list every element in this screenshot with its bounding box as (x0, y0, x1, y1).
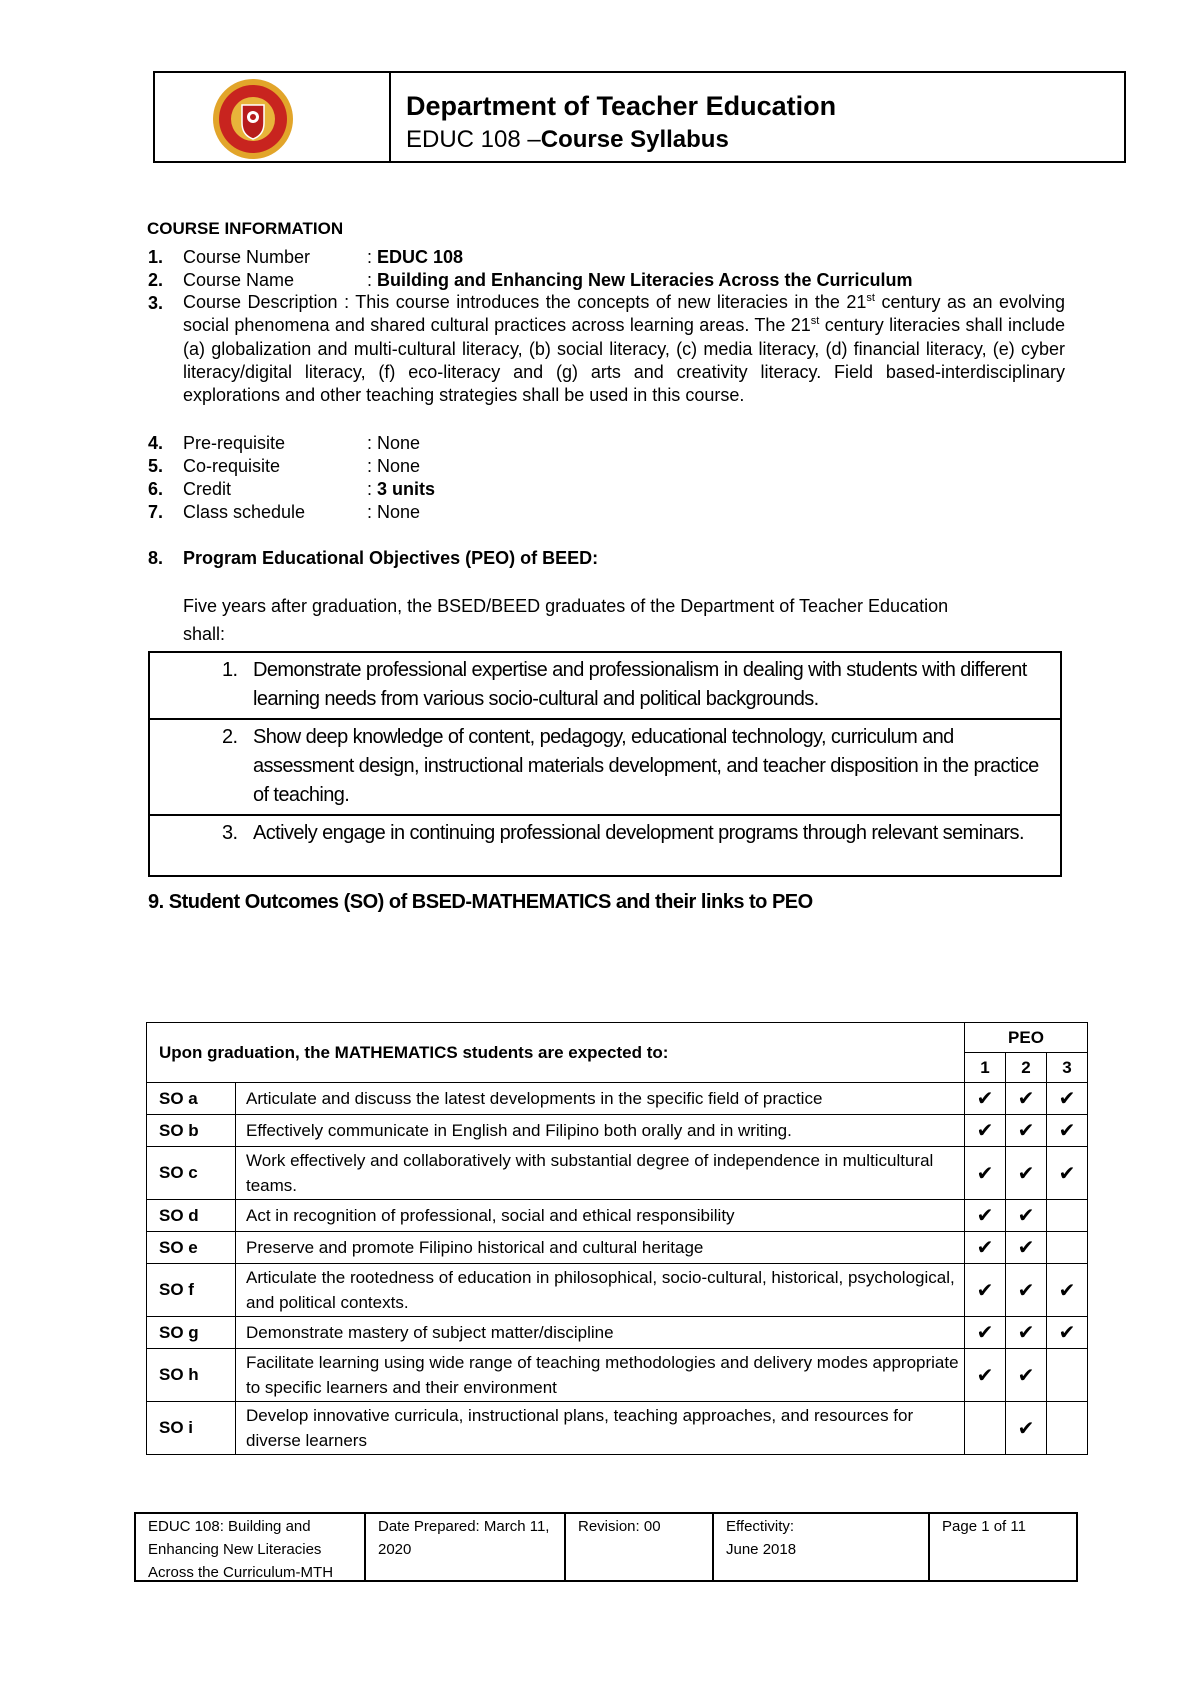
peo-check-cell (1006, 1147, 1047, 1200)
check-mark-icon: ✔ (1017, 1364, 1035, 1387)
peo-check-cell (1047, 1349, 1088, 1402)
syllabus-subtitle: EDUC 108 –Course Syllabus (406, 126, 729, 153)
peo-check-cell (965, 1402, 1006, 1455)
so-text: Facilitate learning using wide range of teaching methodologies and delivery modes appropriate to specific learners and their environment (236, 1349, 965, 1402)
peo-col-2: 2 (1006, 1053, 1047, 1083)
peo-check-cell (1006, 1083, 1047, 1115)
so-heading: 9. Student Outcomes (SO) of BSED-MATHEMATICS and their links to PEO (148, 891, 813, 913)
peo-column-header: PEO (965, 1023, 1088, 1053)
class-schedule-label: Class schedule (183, 502, 306, 522)
peo-item-text: Demonstrate professional expertise and professionalism in dealing with students with different learning needs from various socio-cultural and political backgrounds. (253, 659, 1027, 710)
credit-label: Credit (183, 479, 232, 499)
peo-heading: Program Educational Objectives (PEO) of BEED: (183, 548, 599, 568)
course-description: Course Description : This course introduces the concepts of new literacies in the 21st century as an evolving social phenomena and shared cultural practices across learning areas. The 21st century literacies shall include (a) globalization and multi-cultural literacy, (b) social literacy, (c) media literacy, (d) financial literacy, (e) cyber literacy/digital literacy, (f) eco-literacy and (g) arts and creativity literacy. Field based-interdisciplinary explorations and other teaching strategies shall be used in this course. (183, 292, 1066, 406)
peo-number: 8. (148, 548, 164, 568)
so-text: Demonstrate mastery of subject matter/discipline (236, 1317, 965, 1349)
peo-check-cell (1047, 1264, 1088, 1317)
so-row (147, 1115, 1088, 1147)
item-number: 2. (148, 270, 164, 290)
peo-check-cell (1006, 1200, 1047, 1232)
check-mark-icon: ✔ (976, 1279, 994, 1302)
so-code: SO h (147, 1349, 236, 1402)
so-text: Work effectively and collaboratively with substantial degree of independence in multicultural teams. (236, 1147, 965, 1200)
so-table-header: Upon graduation, the MATHEMATICS students are expected to: (147, 1023, 965, 1083)
check-mark-icon: ✔ (1017, 1120, 1035, 1142)
peo-col-3: 3 (1047, 1053, 1088, 1083)
check-mark-icon: ✔ (1058, 1279, 1076, 1302)
so-text: Develop innovative curricula, instructional plans, teaching approaches, and resources for diverse learners (236, 1402, 965, 1455)
peo-check-cell (965, 1232, 1006, 1264)
peo-check-cell (1006, 1402, 1047, 1455)
course-number-label: Course Number (183, 247, 311, 267)
item-number: 3. (148, 293, 164, 313)
corequisite-label: Co-requisite (183, 456, 281, 476)
check-mark-icon: ✔ (976, 1322, 994, 1344)
class-schedule-value: : None (367, 502, 421, 522)
footer-page: Page 1 of 11 (942, 1518, 1026, 1535)
so-row (147, 1317, 1088, 1349)
peo-item-number: 3. (222, 822, 238, 844)
so-text: Articulate and discuss the latest developments in the specific field of practice (236, 1083, 965, 1115)
peo-check-cell (1006, 1115, 1047, 1147)
so-header-row (147, 1023, 1088, 1053)
document-header (153, 71, 1126, 163)
so-row (147, 1147, 1088, 1200)
so-code: SO f (147, 1264, 236, 1317)
peo-row (149, 652, 1061, 719)
so-code: SO c (147, 1147, 236, 1200)
check-mark-icon: ✔ (1017, 1162, 1035, 1185)
peo-check-cell (965, 1115, 1006, 1147)
peo-check-cell (965, 1147, 1006, 1200)
peo-check-cell (1047, 1115, 1088, 1147)
peo-check-cell (965, 1200, 1006, 1232)
footer-effectivity: Effectivity: June 2018 (714, 1514, 930, 1580)
course-information-heading: COURSE INFORMATION (147, 219, 344, 238)
course-name-value: : Building and Enhancing New Literacies Across the Curriculum (367, 270, 913, 290)
so-code: SO d (147, 1200, 236, 1232)
item-number: 6. (148, 479, 164, 499)
peo-check-cell (1047, 1147, 1088, 1200)
peo-item-number: 2. (222, 726, 238, 748)
peo-check-cell (1047, 1232, 1088, 1264)
peo-row (149, 719, 1061, 815)
check-mark-icon: ✔ (976, 1364, 994, 1387)
so-code: SO e (147, 1232, 236, 1264)
so-code: SO i (147, 1402, 236, 1455)
so-code: SO g (147, 1317, 236, 1349)
footer-revision: Revision: 00 (566, 1514, 714, 1580)
peo-item-text: Show deep knowledge of content, pedagogy, educational technology, curriculum and assessment design, instructional materials development, and teacher disposition in the practice of teaching. (253, 726, 1039, 806)
college-seal-logo (209, 77, 297, 161)
peo-check-cell (1047, 1083, 1088, 1115)
course-number-value: : EDUC 108 (367, 247, 464, 267)
peo-check-cell (965, 1264, 1006, 1317)
peo-check-cell (1006, 1317, 1047, 1349)
check-mark-icon: ✔ (976, 1205, 994, 1227)
peo-check-cell (1047, 1402, 1088, 1455)
so-code: SO b (147, 1115, 236, 1147)
credit-value: : 3 units (367, 479, 436, 499)
item-number: 7. (148, 502, 164, 522)
peo-check-cell (1006, 1349, 1047, 1402)
so-row (147, 1232, 1088, 1264)
so-row (147, 1083, 1088, 1115)
check-mark-icon: ✔ (1017, 1237, 1035, 1259)
check-mark-icon: ✔ (1017, 1088, 1035, 1110)
item-number: 4. (148, 433, 164, 453)
item-number: 5. (148, 456, 164, 476)
peo-check-cell (965, 1083, 1006, 1115)
peo-check-cell (1047, 1200, 1088, 1232)
check-mark-icon: ✔ (1017, 1322, 1035, 1344)
peo-intro-line1: Five years after graduation, the BSED/BEED graduates of the Department of Teacher Education (183, 596, 949, 616)
check-mark-icon: ✔ (976, 1162, 994, 1185)
peo-row (149, 815, 1061, 876)
so-row (147, 1402, 1088, 1455)
logo-cell (155, 73, 391, 161)
document-footer (134, 1512, 1078, 1582)
department-title: Department of Teacher Education (406, 91, 837, 121)
peo-intro-line2: shall: (183, 624, 226, 644)
footer-course: EDUC 108: Building and Enhancing New Literacies Across the Curriculum-MTH (136, 1514, 366, 1580)
check-mark-icon: ✔ (1058, 1322, 1076, 1344)
so-table (146, 1022, 1088, 1455)
so-text: Preserve and promote Filipino historical and cultural heritage (236, 1232, 965, 1264)
peo-item-number: 1. (222, 659, 238, 681)
peo-item-text: Actively engage in continuing professional development programs through relevant seminars. (253, 822, 1024, 844)
peo-check-cell (1047, 1317, 1088, 1349)
so-row (147, 1264, 1088, 1317)
check-mark-icon: ✔ (976, 1237, 994, 1259)
peo-check-cell (965, 1317, 1006, 1349)
so-body (147, 1083, 1088, 1455)
check-mark-icon: ✔ (1017, 1205, 1035, 1227)
check-mark-icon: ✔ (976, 1120, 994, 1142)
check-mark-icon: ✔ (1058, 1120, 1076, 1142)
so-code: SO a (147, 1083, 236, 1115)
so-text: Articulate the rootedness of education in philosophical, socio-cultural, historical, psychological, and political contexts. (236, 1264, 965, 1317)
so-row (147, 1349, 1088, 1402)
footer-date-prepared: Date Prepared: March 11, 2020 (366, 1514, 566, 1580)
check-mark-icon: ✔ (1017, 1417, 1035, 1440)
peo-check-cell (1006, 1264, 1047, 1317)
peo-check-cell (1006, 1232, 1047, 1264)
so-row (147, 1200, 1088, 1232)
peo-check-cell (965, 1349, 1006, 1402)
so-text: Effectively communicate in English and Filipino both orally and in writing. (236, 1115, 965, 1147)
peo-col-1: 1 (965, 1053, 1006, 1083)
prerequisite-label: Pre-requisite (183, 433, 286, 453)
check-mark-icon: ✔ (1058, 1162, 1076, 1185)
check-mark-icon: ✔ (976, 1088, 994, 1110)
course-name-label: Course Name (183, 270, 295, 290)
so-text: Act in recognition of professional, social and ethical responsibility (236, 1200, 965, 1232)
prerequisite-value: : None (367, 433, 421, 453)
check-mark-icon: ✔ (1058, 1088, 1076, 1110)
peo-table (148, 651, 1062, 877)
corequisite-value: : None (367, 456, 421, 476)
check-mark-icon: ✔ (1017, 1279, 1035, 1302)
item-number: 1. (148, 247, 164, 267)
